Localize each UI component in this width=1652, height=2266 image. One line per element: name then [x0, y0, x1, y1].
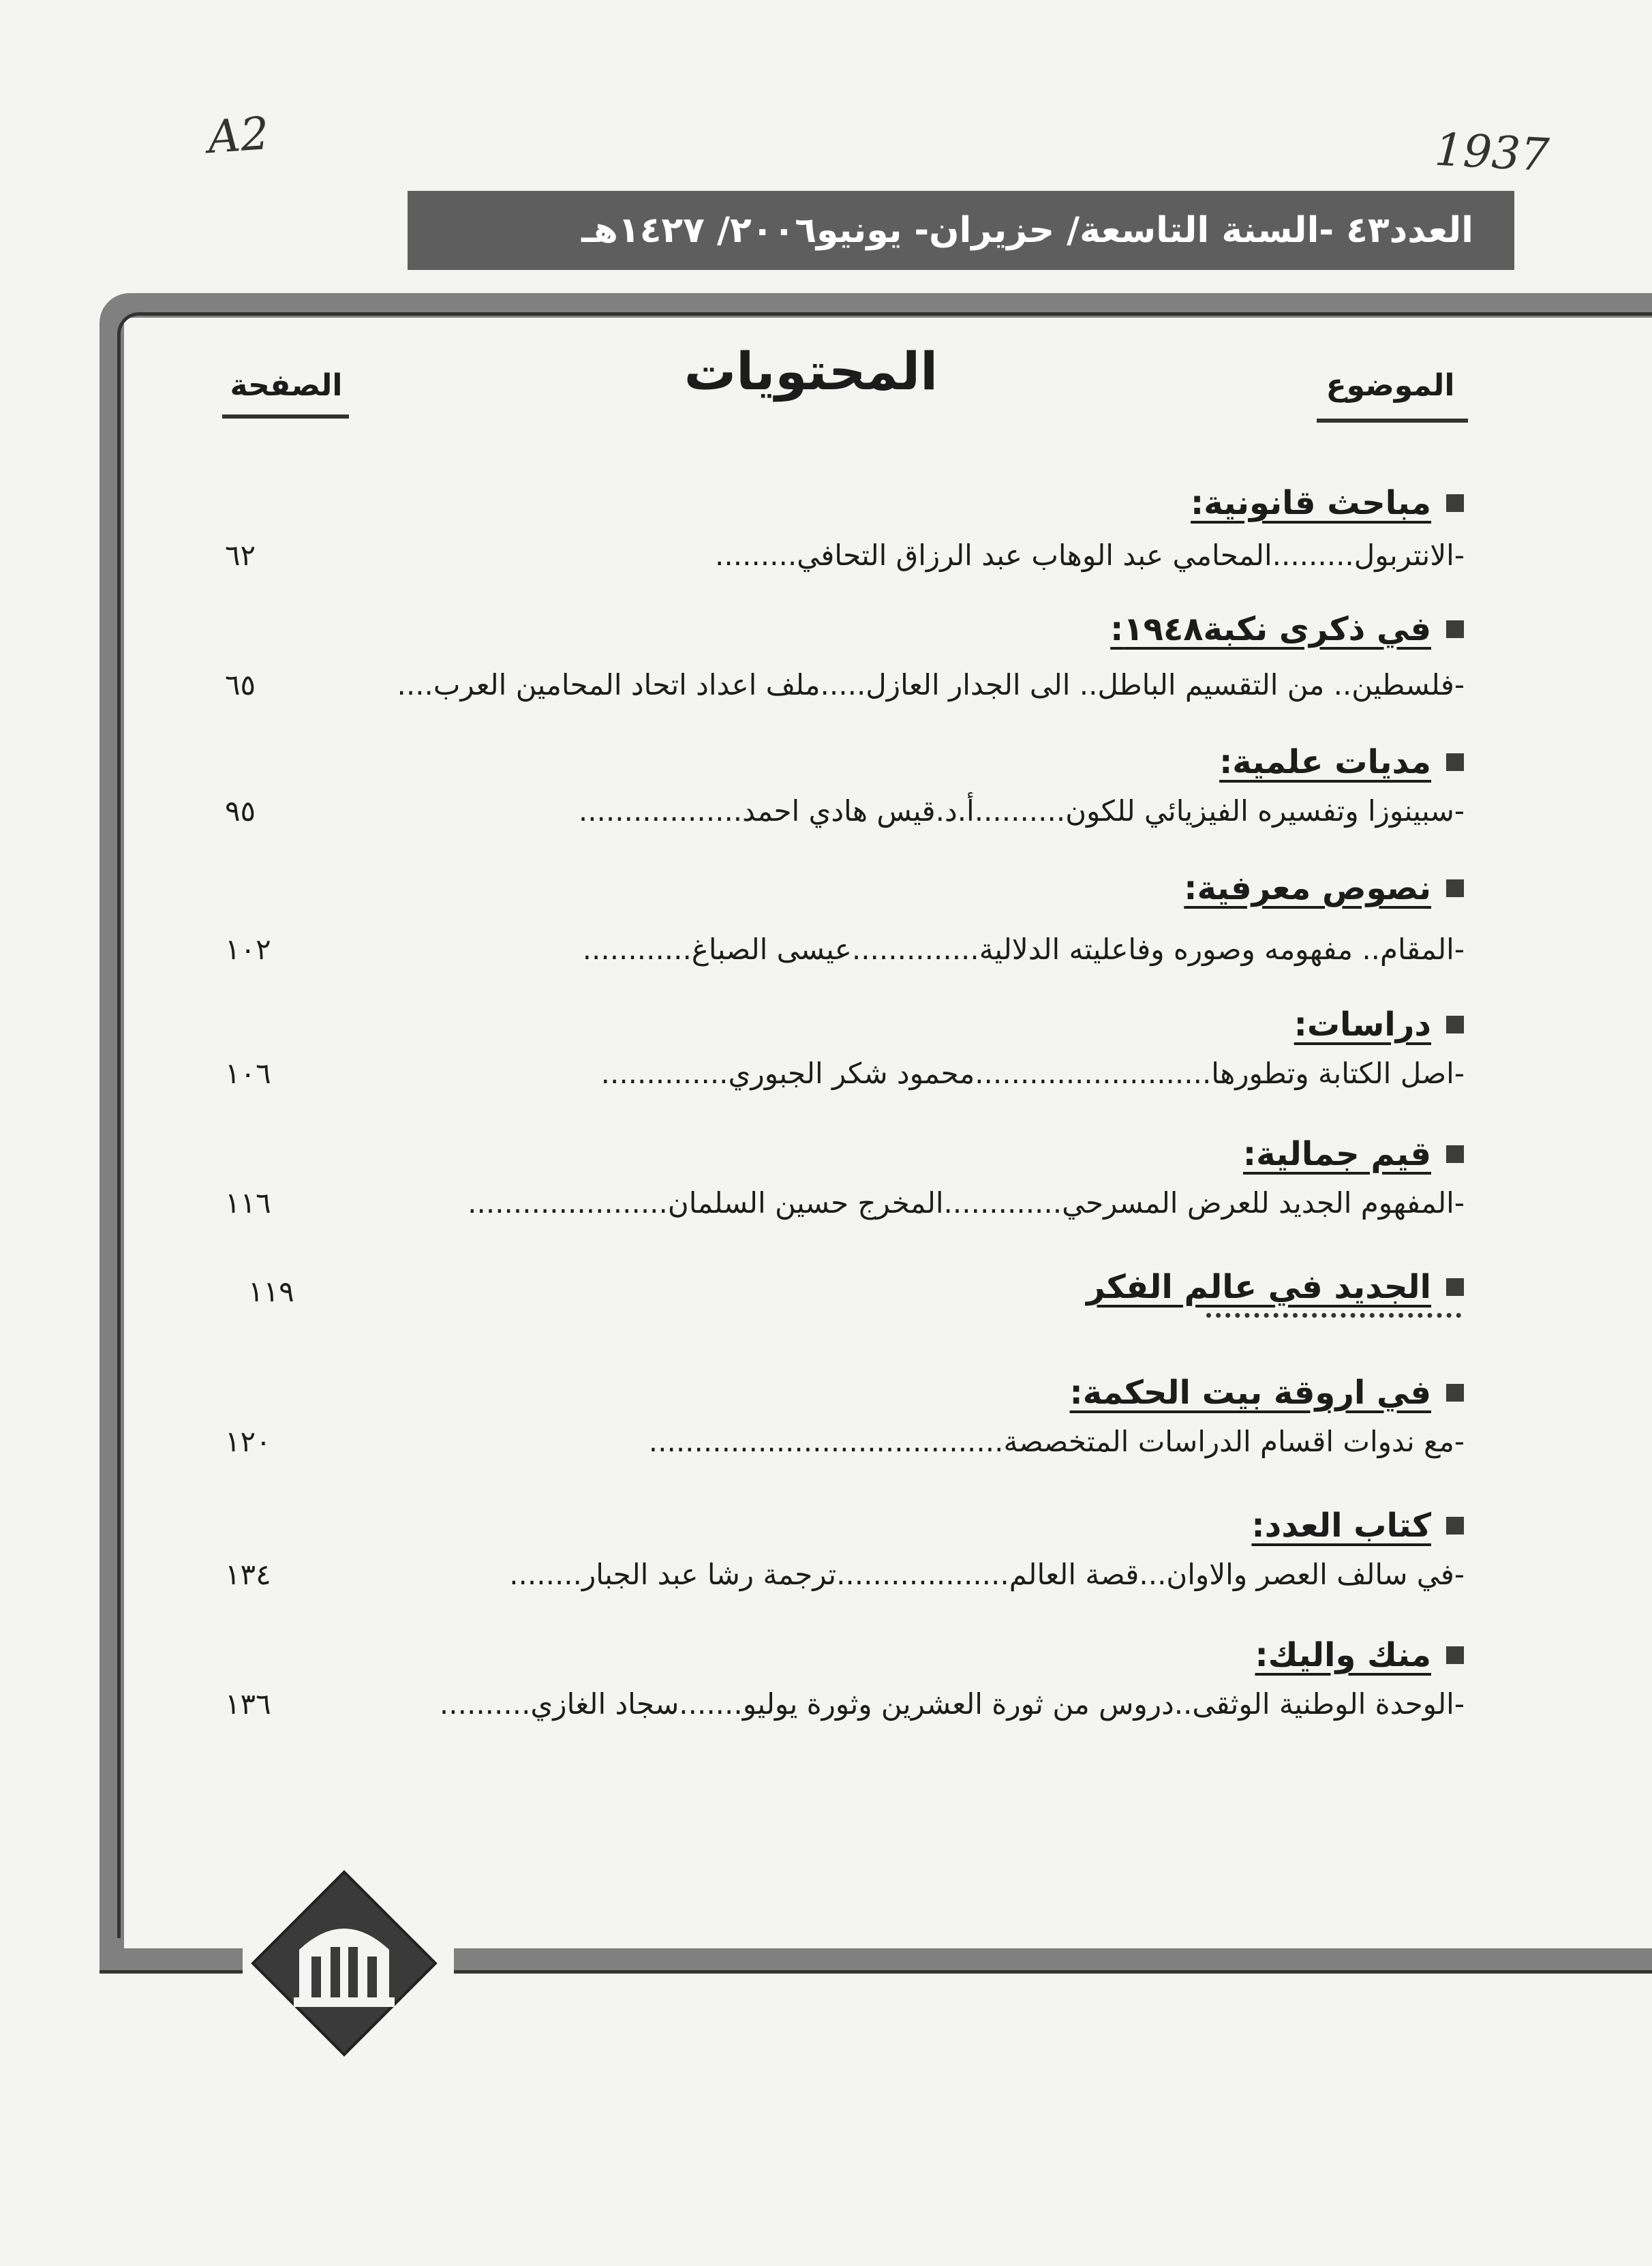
frame-bottom-left: [100, 1948, 243, 1974]
section-heading: مديات علمية:: [1219, 743, 1464, 781]
toc-entry: [225, 1425, 1465, 1458]
section-heading: الجديد في عالم الفكر: [1086, 1268, 1464, 1306]
issue-line: العدد٤٣ -السنة التاسعة/ حزيران- يونيو٢٠٠٦/ ١٤٢٧هـ: [581, 210, 1473, 251]
bullet-square-icon: [1446, 620, 1464, 638]
page-number: ١٠٢: [225, 933, 271, 966]
section-heading: دراسات:: [1294, 1006, 1464, 1044]
bullet-square-icon: [1446, 1384, 1464, 1402]
issue-header-bar: [408, 191, 1514, 270]
entry-text: -سبينوزا وتفسيره الفيزيائي للكون..........أ.د.قيس هادي احمد..................: [578, 794, 1465, 828]
dot-leader: [1206, 1313, 1461, 1318]
toc-entry: [225, 1057, 1465, 1090]
entry-text: -الوحدة الوطنية الوثقى..دروس من ثورة العشرين وثورة يوليو.......سجاد الغازي..........: [439, 1687, 1465, 1721]
page-number: ١٠٦: [225, 1057, 271, 1090]
page-number: ١٣٤: [225, 1558, 271, 1591]
column-topic-label: الموضوع: [1326, 368, 1455, 403]
toc-entry: [225, 1687, 1465, 1721]
bullet-square-icon: [1446, 1145, 1464, 1163]
frame-bottom-right: [454, 1948, 1652, 1974]
toc-entry: [225, 794, 1465, 828]
toc-entry: [225, 1186, 1465, 1220]
entry-text: -مع ندوات اقسام الدراسات المتخصصة.......................................: [648, 1425, 1465, 1458]
page-number: ٦٥: [225, 668, 256, 701]
toc-entry: [225, 668, 1465, 701]
section-heading: نصوص معرفية:: [1184, 869, 1464, 907]
section-heading: قيم جمالية:: [1243, 1135, 1464, 1173]
column-page-label: الصفحة: [230, 368, 343, 403]
entry-text: -في سالف العصر والاوان...قصة العالم...................ترجمة رشا عبد الجبار........: [509, 1558, 1465, 1591]
section-heading: في ذكرى نكبة١٩٤٨:: [1110, 610, 1464, 648]
page-number: ٦٢: [225, 539, 256, 572]
bullet-square-icon: [1446, 753, 1464, 771]
bullet-square-icon: [1446, 1016, 1464, 1033]
handwritten-note-right: 1937: [1433, 123, 1550, 182]
bullet-square-icon: [1446, 494, 1464, 512]
entry-text: -اصل الكتابة وتطورها..........................محمود شكر الجبوري..............: [600, 1057, 1465, 1090]
section-heading: كتاب العدد:: [1251, 1507, 1464, 1545]
toc-entry: [225, 933, 1465, 966]
bullet-square-icon: [1446, 1517, 1464, 1535]
page-number: ٩٥: [225, 794, 256, 828]
page-number: ١٣٦: [225, 1687, 271, 1721]
toc-entry: [225, 539, 1465, 572]
section-heading: مباحث قانونية:: [1191, 484, 1464, 522]
page-number: ١١٦: [225, 1186, 271, 1220]
page-number: ١١٩: [248, 1275, 294, 1308]
section-heading: في اروقة بيت الحكمة:: [1070, 1374, 1464, 1412]
entry-text: -المقام.. مفهومه وصوره وفاعليته الدلالية..............عيسى الصباغ............: [582, 933, 1465, 966]
page-number: ١٢٠: [225, 1425, 271, 1458]
entry-text: -المفهوم الجديد للعرض المسرحي.............المخرج حسين السلمان......................: [468, 1186, 1465, 1220]
column-page-underline: [222, 414, 349, 419]
handwritten-note-left: A2: [206, 106, 271, 164]
bullet-square-icon: [1446, 1646, 1464, 1664]
section-heading: منك واليك:: [1255, 1636, 1464, 1674]
bullet-square-icon: [1446, 1278, 1464, 1296]
page-title: المحتويات: [684, 341, 938, 402]
entry-text: -الانتربول.........المحامي عبد الوهاب عبد الرزاق التحافي.........: [715, 539, 1465, 572]
column-topic-underline: [1317, 419, 1468, 423]
house-of-wisdom-logo: [249, 1868, 440, 2059]
entry-text: -فلسطين.. من التقسيم الباطل.. الى الجدار العازل.....ملف اعداد اتحاد المحامين العرب....: [397, 668, 1465, 701]
toc-entry: [225, 1558, 1465, 1591]
bullet-square-icon: [1446, 879, 1464, 897]
